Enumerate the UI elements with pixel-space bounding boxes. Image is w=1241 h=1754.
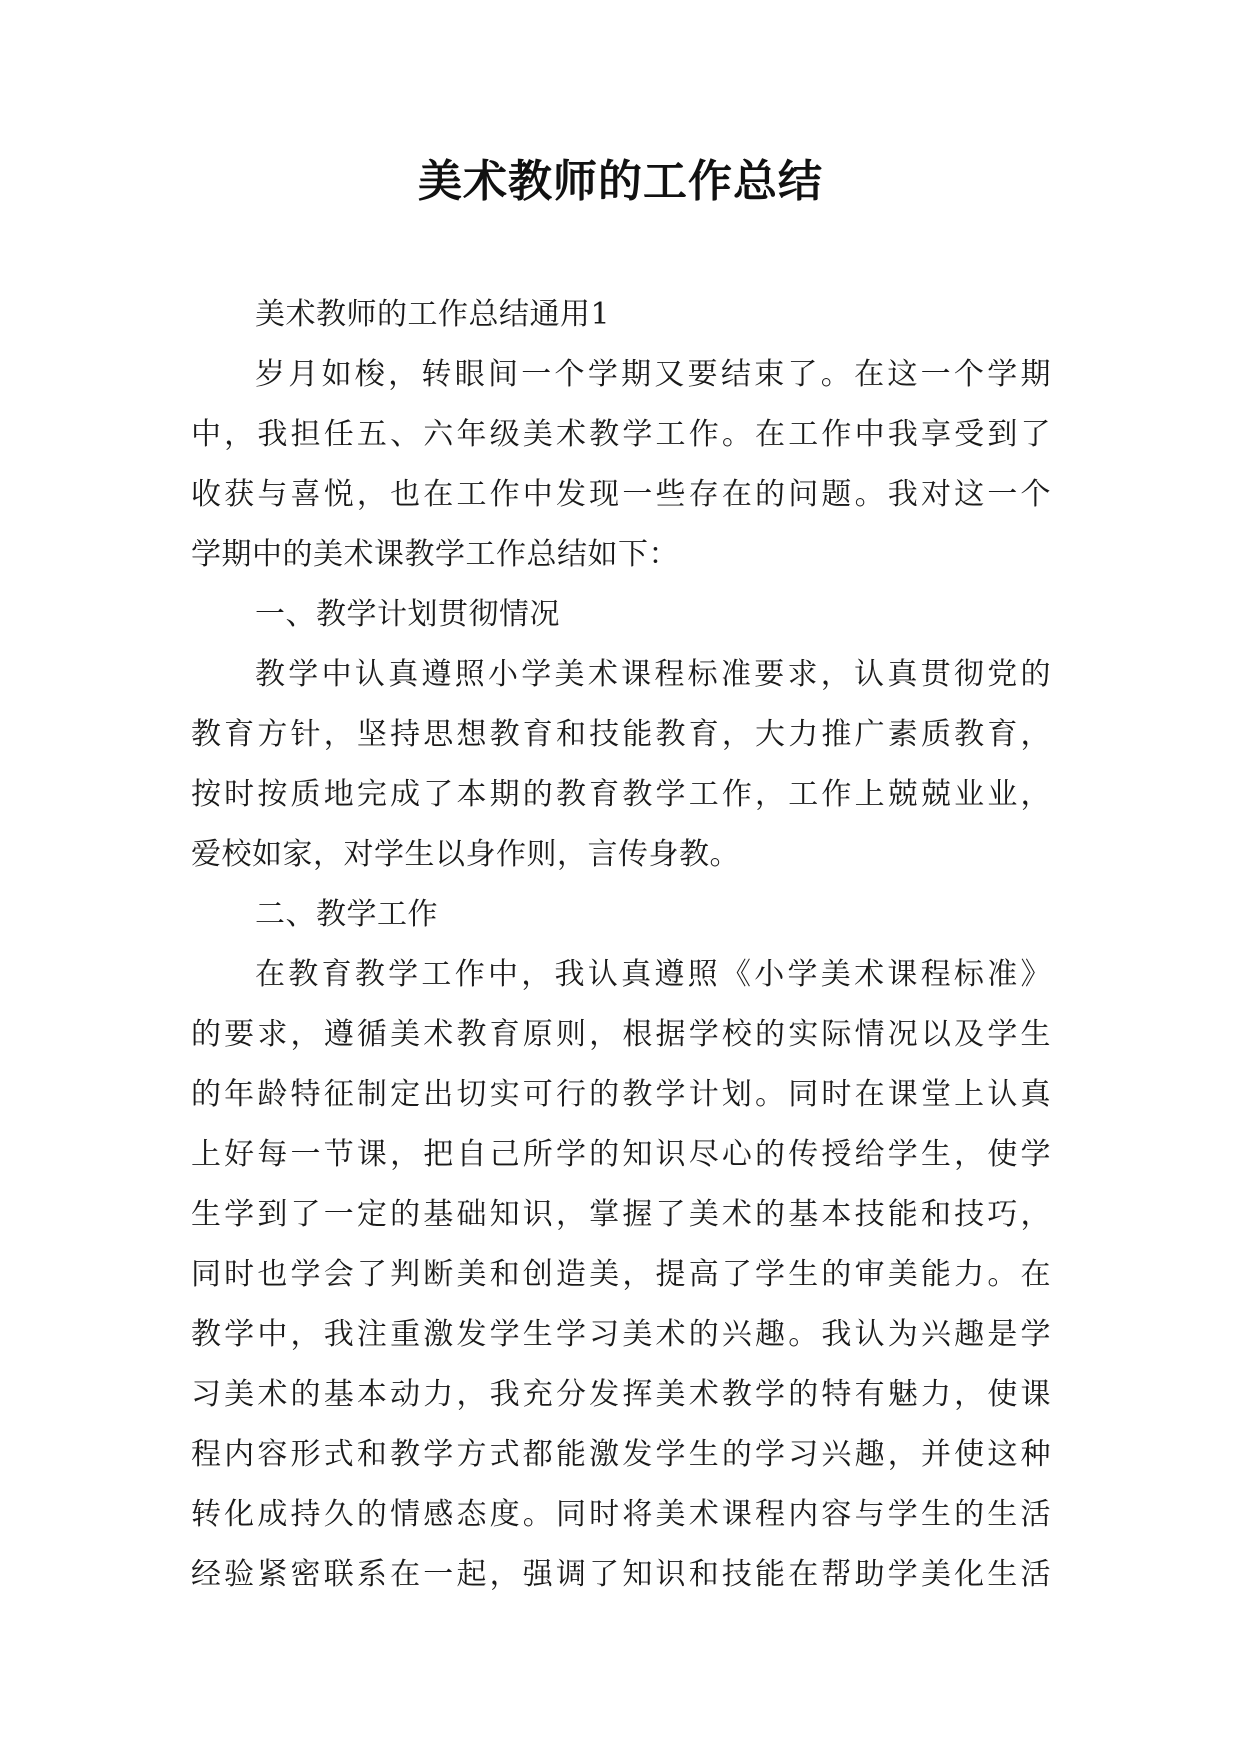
document-body (191, 285, 1051, 1605)
paragraph-line: 爱校如家，对学生以身作则，言传身教。 (191, 837, 740, 872)
paragraph-line: 中，我担任五、六年级美术教学工作。在工作中我享受到了 (191, 417, 1051, 452)
paragraph-line: 在教育教学工作中，我认真遵照《小学美术课程标准》 (255, 957, 1051, 992)
paragraph-line: 同时也学会了判断美和创造美，提高了学生的审美能力。在 (191, 1257, 1051, 1292)
paragraph-line: 转化成持久的情感态度。同时将美术课程内容与学生的生活 (191, 1497, 1051, 1532)
paragraph-line: 习美术的基本动力，我充分发挥美术教学的特有魅力，使课 (191, 1377, 1051, 1412)
paragraph-line: 的要求，遵循美术教育原则，根据学校的实际情况以及学生 (191, 1017, 1051, 1052)
paragraph-line: 按时按质地完成了本期的教育教学工作，工作上兢兢业业， (191, 777, 1051, 812)
paragraph-line: 教学中，我注重激发学生学习美术的兴趣。我认为兴趣是学 (191, 1317, 1051, 1352)
paragraph-line: 教学中认真遵照小学美术课程标准要求，认真贯彻党的 (255, 657, 1051, 692)
paragraph-line: 美术教师的工作总结通用1 (255, 297, 611, 332)
page-title: 美术教师的工作总结 (418, 156, 823, 207)
paragraph-line: 学期中的美术课教学工作总结如下： (191, 537, 679, 572)
paragraph-line: 程内容形式和教学方式都能激发学生的学习兴趣，并使这种 (191, 1437, 1051, 1472)
paragraph-line: 经验紧密联系在一起，强调了知识和技能在帮助学美化生活 (191, 1557, 1051, 1592)
paragraph-line: 教育方针，坚持思想教育和技能教育，大力推广素质教育， (191, 717, 1051, 752)
paragraph-line: 生学到了一定的基础知识，掌握了美术的基本技能和技巧， (191, 1197, 1051, 1232)
paragraph-line: 的年龄特征制定出切实可行的教学计划。同时在课堂上认真 (191, 1077, 1051, 1112)
paragraph-line: 岁月如梭，转眼间一个学期又要结束了。在这一个学期 (255, 357, 1051, 392)
paragraph-line: 上好每一节课，把自己所学的知识尽心的传授给学生，使学 (191, 1137, 1051, 1172)
section-heading: 一、教学计划贯彻情况 (255, 597, 560, 632)
section-heading: 二、教学工作 (255, 897, 438, 932)
paragraph-line: 收获与喜悦，也在工作中发现一些存在的问题。我对这一个 (191, 477, 1051, 512)
